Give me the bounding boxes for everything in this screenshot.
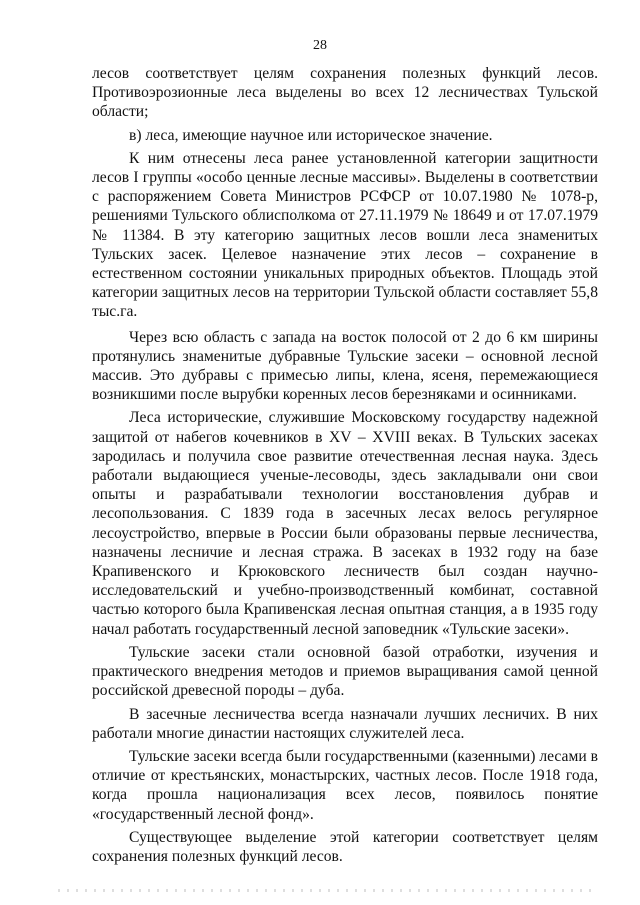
scan-artifact-line <box>58 889 598 892</box>
paragraph-1: лесов соответствует целям сохранения полезных функций лесов. Противоэрозионные леса выделены во всех 12 лесничествах Тульской области; <box>92 65 598 121</box>
paragraph-5: Леса исторические, служившие Московскому государству надежной защитой от набегов кочевников в XV – XVIII веках. В Тульских засеках зародилась и получила свое развитие отечественная лесная наука. Здесь работали выдающиеся ученые-лесоводы, здесь закладывали они свои опыты и разрабатывали технологии восстановления дубрав и лесопользования. С 1839 года в засечных лесах велось регулярное лесоустройство, впервые в России были образованы первые лесничества, назначены лесничие и лесная стража. В засеках в 1932 году на базе Крапивенского и Крюковского лесничеств был создан научно-исследовательский и учебно-производственный комбинат, составной частью которого была Крапивенская лесная опытная станция, а в 1935 году начал работать государственный лесной заповедник «Тульские засеки». <box>92 409 598 638</box>
paragraph-6: Тульские засеки стали основной базой отработки, изучения и практического внедрения методов и приемов выращивания самой ценной российской древесной породы – дуба. <box>92 643 598 700</box>
paragraph-3: К ним отнесены леса ранее установленной категории защитности лесов I группы «особо ценные лесные массивы». Выделены в соответствии с распоряжением Совета Министров РСФСР от 10.07.1980 № 1078-р, решениями Тульского облисполкома от 27.11.1979 № 18649 и от 17.07.1979 № 11384. В эту категорию защитных лесов вошли леса знаменитых Тульских засек. Целевое назначение этих лесов – сохранение в естественном состоянии уникальных природных объектов. Площадь этой категории защитных лесов на территории Тульской области составляет 55,8 тыс.га. <box>92 149 598 321</box>
page-number: 28 <box>313 38 327 53</box>
document-body <box>92 64 598 870</box>
paragraph-8: Тульские засеки всегда были государственными (казенными) лесами в отличие от крестьянских, монастырских, частных лесов. После 1918 года, когда прошла национализация всех лесов, появилось понятие «государственный лесной фонд». <box>92 747 598 823</box>
paragraph-7: В засечные лесничества всегда назначали лучших лесничих. В них работали многие династии настоящих служителей леса. <box>92 705 598 742</box>
paragraph-2: в) леса, имеющие научное или историческое значение. <box>129 126 493 144</box>
paragraph-9: Существующее выделение этой категории соответствует целям сохранения полезных функций лесов. <box>92 828 598 865</box>
paragraph-4: Через всю область с запада на восток полосой от 2 до 6 км ширины протянулись знаменитые дубравные Тульские засеки – основной лесной массив. Это дубравы с примесью липы, клена, ясеня, перемежающиеся возникшими после вырубки коренных лесов березняками и осинниками. <box>92 328 598 404</box>
